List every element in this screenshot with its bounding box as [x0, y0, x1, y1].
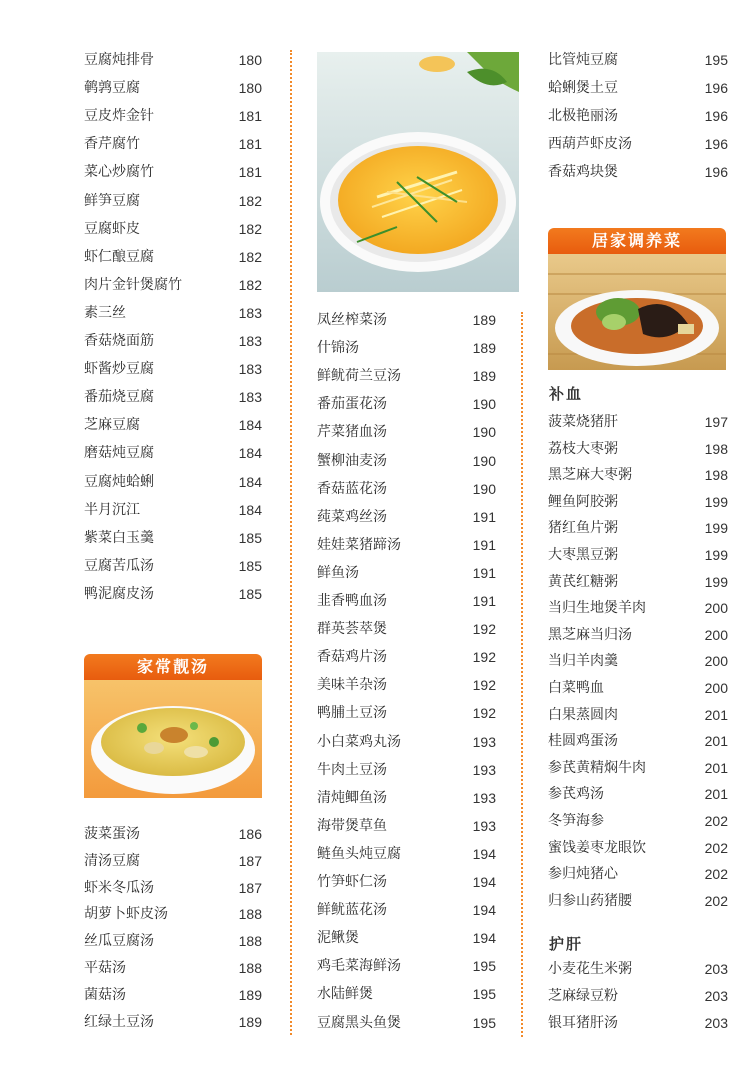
toc-entry-title: 凤丝榨菜汤	[317, 312, 387, 328]
toc-entry	[317, 617, 496, 641]
toc-entry	[84, 76, 262, 100]
toc-entry-page: 189	[472, 340, 496, 357]
toc-entry-title: 黑芝麻当归汤	[548, 626, 632, 643]
toc-entry	[317, 1011, 496, 1035]
dish-photo	[548, 254, 726, 370]
toc-entry-title: 胡萝卜虾皮汤	[84, 906, 168, 923]
toc-entry-page: 189	[238, 986, 262, 1003]
toc-entry	[84, 48, 262, 72]
subheading-blood-tonic: 补血	[549, 385, 584, 403]
toc-entry-page: 202	[704, 866, 728, 883]
toc-entry-title: 大枣黑豆粥	[548, 547, 618, 563]
toc-entry-page: 183	[238, 389, 262, 406]
toc-entry	[84, 983, 262, 1007]
toc-entry-title: 丝瓜豆腐汤	[84, 933, 154, 950]
toc-entry-title: 当归羊肉羹	[548, 653, 618, 670]
toc-entry-page: 194	[472, 874, 496, 890]
toc-entry-page: 186	[238, 826, 262, 842]
toc-entry-page: 194	[472, 930, 496, 947]
toc-entry	[84, 132, 262, 156]
toc-entry	[317, 477, 496, 501]
toc-entry-title: 芹菜猪血汤	[317, 424, 387, 441]
toc-entry-title: 海带煲草鱼	[317, 817, 387, 834]
toc-entry	[548, 76, 728, 100]
toc-entry	[84, 189, 262, 213]
toc-entry	[548, 676, 728, 700]
toc-entry-page: 200	[704, 653, 728, 670]
toc-entry-title: 香菇鸡块煲	[548, 164, 618, 180]
toc-entry	[317, 701, 496, 725]
toc-entry-page: 192	[472, 705, 496, 722]
toc-entry-title: 鲜鱿荷兰豆汤	[317, 368, 401, 385]
toc-entry	[317, 505, 496, 529]
toc-entry-title: 蜜饯姜枣龙眼饮	[548, 839, 646, 856]
toc-entry	[84, 902, 262, 926]
toc-entry-page: 192	[472, 677, 496, 694]
toc-entry-title: 番茄烧豆腐	[84, 389, 154, 406]
toc-entry-page: 181	[238, 108, 262, 125]
toc-entry-title: 猪红鱼片粥	[548, 520, 618, 537]
dotted-rule-2	[521, 312, 523, 1037]
toc-entry-title: 参归炖猪心	[548, 866, 618, 883]
toc-entry	[84, 822, 262, 846]
toc-entry-page: 194	[472, 845, 496, 862]
toc-entry-page: 201	[704, 706, 728, 723]
toc-entry	[548, 410, 728, 434]
toc-entry	[84, 582, 262, 606]
toc-entry	[84, 554, 262, 578]
toc-entry-title: 香菇蓝花汤	[317, 480, 387, 497]
toc-entry-title: 蛤蜊煲土豆	[548, 80, 618, 96]
toc-entry-page: 195	[704, 52, 728, 68]
toc-entry-title: 豆腐炖排骨	[84, 52, 154, 68]
carrot-soup-illustration	[317, 52, 519, 292]
toc-entry-title: 小白菜鸡丸汤	[317, 733, 401, 750]
toc-entry	[84, 526, 262, 550]
toc-entry-title: 泥鳅煲	[317, 930, 359, 947]
toc-entry-page: 183	[238, 333, 262, 349]
toc-entry	[317, 954, 496, 978]
toc-entry	[317, 308, 496, 332]
toc-entry	[548, 729, 728, 753]
toc-entry	[317, 758, 496, 782]
toc-entry	[84, 301, 262, 325]
toc-entry-page: 182	[238, 192, 262, 209]
toc-entry-page: 201	[704, 733, 728, 750]
toc-entry-page: 196	[704, 136, 728, 152]
toc-entry-page: 202	[704, 892, 728, 909]
toc-entry-page: 187	[238, 852, 262, 869]
toc-entry	[317, 533, 496, 557]
soup-photo	[84, 680, 262, 798]
toc-entry-page: 185	[238, 529, 262, 546]
toc-entry	[548, 889, 728, 913]
toc-entry	[548, 957, 728, 981]
toc-entry	[548, 782, 728, 806]
toc-entry	[84, 245, 262, 269]
toc-entry	[548, 463, 728, 487]
toc-entry-page: 196	[704, 164, 728, 180]
toc-entry-page: 193	[472, 789, 496, 806]
section-banner-family-soups: 家常靓汤	[84, 654, 262, 680]
toc-entry-title: 紫菜白玉羹	[84, 529, 154, 546]
toc-entry-title: 菌菇汤	[84, 986, 126, 1003]
toc-entry-page: 191	[472, 593, 496, 609]
toc-entry-page: 201	[704, 786, 728, 803]
toc-entry	[548, 836, 728, 860]
toc-entry	[84, 929, 262, 953]
toc-entry-title: 香菇鸡片汤	[317, 649, 387, 666]
toc-entry-title: 豆腐炖蛤蜊	[84, 473, 154, 490]
toc-entry	[548, 703, 728, 727]
toc-entry-title: 磨菇炖豆腐	[84, 445, 154, 462]
toc-entry-title: 鲤鱼阿胶粥	[548, 493, 618, 510]
toc-entry-title: 桂圆鸡蛋汤	[548, 733, 618, 750]
toc-entry-page: 193	[472, 761, 496, 778]
toc-entry	[84, 329, 262, 353]
toc-entry-title: 娃娃菜猪蹄汤	[317, 536, 401, 553]
toc-entry-page: 183	[238, 304, 262, 321]
toc-entry	[317, 898, 496, 922]
toc-entry-title: 虾仁酿豆腐	[84, 248, 154, 265]
toc-entry-title: 当归生地煲羊肉	[548, 600, 646, 617]
toc-entry-title: 牛肉土豆汤	[317, 761, 387, 778]
toc-entry-title: 荔枝大枣粥	[548, 440, 618, 457]
toc-entry	[548, 623, 728, 647]
toc-entry-page: 185	[238, 585, 262, 602]
toc-entry-page: 185	[238, 557, 262, 574]
toc-entry-page: 195	[472, 958, 496, 975]
toc-entry-title: 归参山药猪腰	[548, 892, 632, 909]
toc-entry-title: 红绿土豆汤	[84, 1013, 154, 1030]
toc-entry	[548, 543, 728, 567]
toc-entry-page: 182	[238, 248, 262, 265]
toc-entry-page: 199	[704, 547, 728, 563]
toc-entry-title: 菜心炒腐竹	[84, 164, 154, 181]
toc-entry	[548, 984, 728, 1008]
toc-entry-page: 195	[472, 1014, 496, 1031]
toc-entry-page: 190	[472, 396, 496, 413]
section-banner-home-care: 居家调养菜	[548, 228, 726, 254]
toc-entry	[84, 385, 262, 409]
toc-entry-title: 鸭泥腐皮汤	[84, 585, 154, 602]
toc-entry-page: 200	[704, 680, 728, 696]
toc-entry-title: 群英荟萃煲	[317, 621, 387, 638]
toc-entry-title: 白果蒸圆肉	[548, 706, 618, 723]
toc-entry-page: 189	[472, 312, 496, 328]
toc-entry-title: 美味羊杂汤	[317, 677, 387, 694]
toc-entry-title: 平菇汤	[84, 960, 126, 976]
toc-entry-title: 豆皮炸金针	[84, 108, 154, 125]
toc-entry-page: 200	[704, 600, 728, 617]
toc-entry	[317, 730, 496, 754]
toc-entry-page: 191	[472, 564, 496, 581]
toc-entry-title: 黑芝麻大枣粥	[548, 467, 632, 484]
toc-entry	[317, 336, 496, 360]
toc-entry-page: 193	[472, 817, 496, 834]
toc-entry-page: 194	[472, 902, 496, 919]
toc-entry	[317, 926, 496, 950]
toc-entry	[84, 413, 262, 437]
toc-entry	[548, 862, 728, 886]
toc-entry-page: 201	[704, 759, 728, 776]
toc-entry-title: 豆腐苦瓜汤	[84, 557, 154, 574]
toc-entry-page: 190	[472, 480, 496, 497]
toc-entry	[548, 104, 728, 128]
toc-entry-title: 鸡毛菜海鲜汤	[317, 958, 401, 975]
toc-entry-page: 190	[472, 452, 496, 469]
toc-entry	[84, 104, 262, 128]
toc-entry	[548, 160, 728, 184]
toc-entry-page: 203	[704, 987, 728, 1004]
toc-entry	[548, 596, 728, 620]
toc-entry-page: 198	[704, 467, 728, 484]
toc-entry-title: 什锦汤	[317, 340, 359, 357]
toc-entry-title: 参芪鸡汤	[548, 786, 604, 803]
toc-entry-title: 鹌鹑豆腐	[84, 80, 140, 97]
toc-entry	[548, 132, 728, 156]
toc-entry-title: 半月沉江	[84, 501, 140, 518]
toc-entry-title: 水陆鲜煲	[317, 986, 373, 1003]
toc-entry-title: 虾酱炒豆腐	[84, 361, 154, 378]
toc-entry-page: 195	[472, 986, 496, 1003]
bok-choy-dish-illustration	[548, 254, 726, 370]
toc-entry-page: 191	[472, 508, 496, 525]
toc-entry-title: 虾米冬瓜汤	[84, 879, 154, 896]
toc-entry-page: 184	[238, 445, 262, 462]
toc-entry	[84, 273, 262, 297]
toc-entry-page: 188	[238, 933, 262, 950]
toc-entry-page: 182	[238, 276, 262, 293]
toc-entry-title: 芝麻豆腐	[84, 417, 140, 434]
toc-entry	[317, 673, 496, 697]
toc-entry	[84, 498, 262, 522]
toc-entry-page: 183	[238, 361, 262, 378]
toc-entry	[84, 357, 262, 381]
toc-entry-page: 187	[238, 879, 262, 896]
toc-entry	[317, 589, 496, 613]
toc-entry-title: 豆腐虾皮	[84, 220, 140, 237]
toc-entry-page: 196	[704, 108, 728, 124]
toc-entry-title: 鸭脯土豆汤	[317, 705, 387, 722]
toc-entry-page: 199	[704, 520, 728, 537]
toc-entry	[548, 48, 728, 72]
toc-entry-title: 韭香鸭血汤	[317, 593, 387, 609]
toc-entry-page: 180	[238, 52, 262, 68]
toc-entry	[84, 1010, 262, 1034]
toc-entry-title: 黄芪红糖粥	[548, 573, 618, 590]
toc-entry-page: 192	[472, 649, 496, 666]
toc-entry-page: 188	[238, 906, 262, 923]
toc-entry-title: 清汤豆腐	[84, 852, 140, 869]
soup-bowl-illustration	[84, 680, 262, 798]
toc-entry-page: 184	[238, 417, 262, 434]
toc-entry-title: 冬笋海参	[548, 813, 604, 829]
toc-entry	[317, 561, 496, 585]
toc-entry-title: 参芪黄精焖牛肉	[548, 759, 646, 776]
toc-entry	[548, 437, 728, 461]
toc-entry	[548, 516, 728, 540]
toc-entry-page: 202	[704, 813, 728, 829]
toc-entry-title: 西葫芦虾皮汤	[548, 136, 632, 152]
soup-photo-top	[317, 52, 519, 292]
toc-entry-title: 鲜笋豆腐	[84, 192, 140, 209]
toc-entry	[548, 649, 728, 673]
toc-entry-page: 192	[472, 621, 496, 638]
toc-entry-title: 菠菜烧猪肝	[548, 414, 618, 430]
toc-entry-page: 199	[704, 573, 728, 590]
toc-entry	[317, 842, 496, 866]
toc-entry-page: 182	[238, 220, 262, 237]
toc-entry	[548, 809, 728, 833]
toc-entry-page: 193	[472, 733, 496, 750]
toc-entry-title: 香菇烧面筋	[84, 333, 154, 349]
subheading-liver-care: 护肝	[549, 935, 584, 953]
toc-entry-page: 203	[704, 1014, 728, 1031]
toc-entry-page: 197	[704, 414, 728, 430]
toc-entry-title: 莼菜鸡丝汤	[317, 508, 387, 525]
toc-entry-title: 清炖鲫鱼汤	[317, 789, 387, 806]
toc-entry-page: 190	[472, 424, 496, 441]
toc-entry	[548, 490, 728, 514]
toc-entry	[84, 217, 262, 241]
toc-entry-title: 白菜鸭血	[548, 680, 604, 696]
toc-entry	[317, 814, 496, 838]
toc-entry-page: 184	[238, 473, 262, 490]
toc-entry-title: 比管炖豆腐	[548, 52, 618, 68]
toc-entry-page: 202	[704, 839, 728, 856]
toc-entry-title: 香芹腐竹	[84, 136, 140, 153]
toc-entry-page: 184	[238, 501, 262, 518]
toc-entry	[548, 756, 728, 780]
toc-entry-title: 银耳猪肝汤	[548, 1014, 618, 1031]
toc-entry	[84, 876, 262, 900]
toc-entry-page: 189	[472, 368, 496, 385]
toc-entry-title: 鲜鱼汤	[317, 564, 359, 581]
toc-entry-page: 188	[238, 960, 262, 976]
toc-entry	[317, 870, 496, 894]
toc-entry	[84, 849, 262, 873]
toc-entry-title: 北极艳丽汤	[548, 108, 618, 124]
toc-entry	[548, 1011, 728, 1035]
toc-entry	[548, 570, 728, 594]
toc-entry	[317, 645, 496, 669]
toc-entry-page: 196	[704, 80, 728, 96]
toc-entry-title: 芝麻绿豆粉	[548, 987, 618, 1004]
toc-entry	[317, 364, 496, 388]
toc-entry-title: 素三丝	[84, 304, 126, 321]
toc-entry	[84, 441, 262, 465]
toc-entry-title: 菠菜蛋汤	[84, 826, 140, 842]
toc-entry-page: 181	[238, 164, 262, 181]
toc-entry	[84, 160, 262, 184]
toc-entry-title: 肉片金针煲腐竹	[84, 276, 182, 293]
toc-entry-title: 蟹柳油麦汤	[317, 452, 387, 469]
toc-entry	[84, 470, 262, 494]
toc-entry-page: 200	[704, 626, 728, 643]
toc-entry	[317, 786, 496, 810]
toc-entry	[317, 392, 496, 416]
toc-entry-page: 181	[238, 136, 262, 153]
toc-entry-page: 189	[238, 1013, 262, 1030]
toc-entry-page: 203	[704, 961, 728, 977]
toc-entry-title: 番茄蛋花汤	[317, 396, 387, 413]
toc-entry-title: 竹笋虾仁汤	[317, 874, 387, 890]
toc-entry	[317, 449, 496, 473]
toc-entry-title: 鲢鱼头炖豆腐	[317, 845, 401, 862]
toc-entry-title: 小麦花生米粥	[548, 961, 632, 977]
toc-entry	[84, 956, 262, 980]
toc-entry-title: 鲜鱿蓝花汤	[317, 902, 387, 919]
toc-entry	[317, 982, 496, 1006]
toc-entry-page: 180	[238, 80, 262, 97]
toc-entry-title: 豆腐黑头鱼煲	[317, 1014, 401, 1031]
toc-entry-page: 191	[472, 536, 496, 553]
toc-entry-page: 199	[704, 493, 728, 510]
dotted-rule-1	[290, 50, 292, 1035]
toc-entry	[317, 420, 496, 444]
toc-entry-page: 198	[704, 440, 728, 457]
